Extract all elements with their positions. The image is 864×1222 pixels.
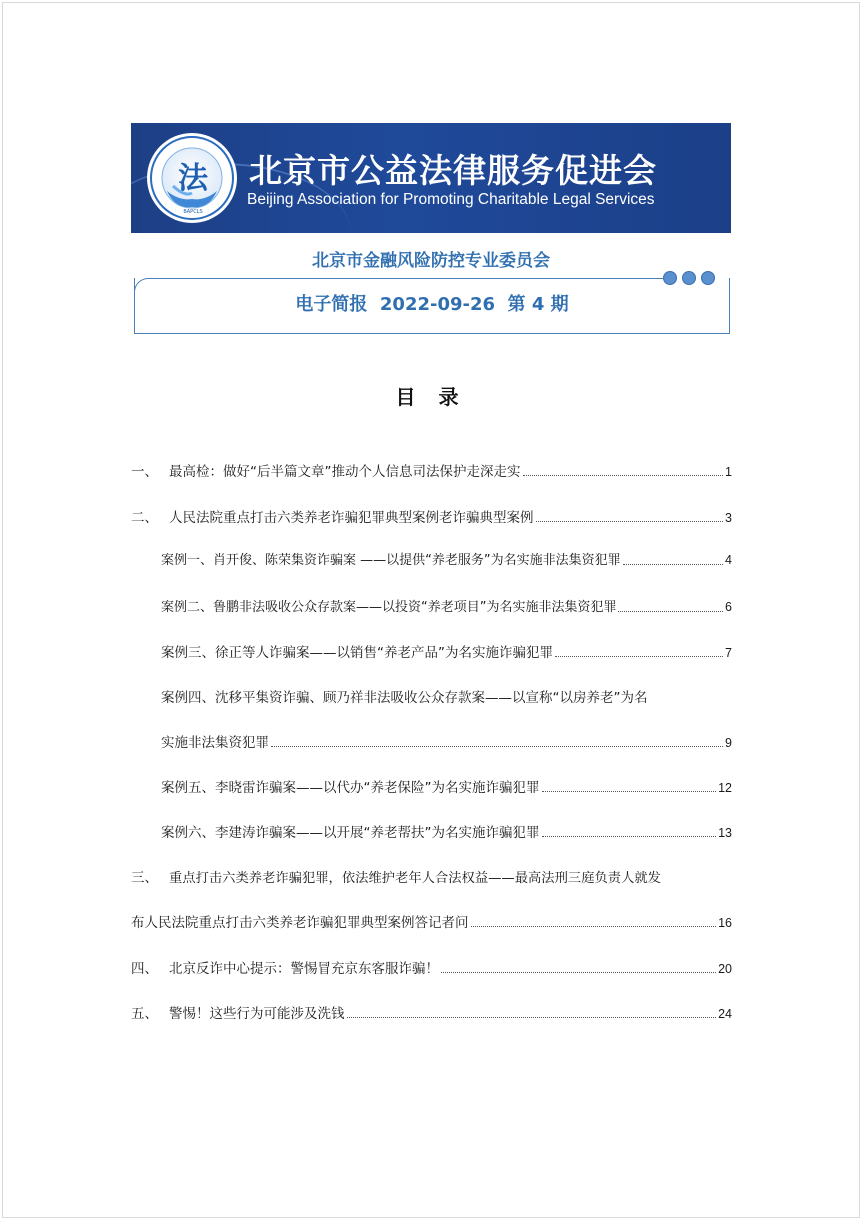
association-name-en: Beijing Association for Promoting Charitable Legal Services — [247, 191, 655, 208]
toc-entry-page: 7 — [725, 646, 732, 660]
toc-entry-text: 案例五、李晓雷诈骗案——以代办“养老保险”为名实施诈骗犯罪 — [161, 780, 540, 796]
toc-entry-text: 最高检：做好“后半篇文章”推动个人信息司法保护走深走实 — [169, 464, 521, 480]
toc-leader — [536, 510, 724, 522]
toc-leader — [471, 915, 717, 927]
logo-small-text: BAPCLS — [183, 209, 203, 215]
toc-leader — [542, 780, 717, 792]
toc-entry-page: 6 — [725, 600, 732, 614]
toc-entry-text: 案例一、肖开俊、陈荣集资诈骗案 ——以提供“养老服务”为名实施非法集资犯罪 — [161, 553, 621, 568]
toc-subentry[interactable] — [161, 641, 732, 661]
toc-entry[interactable] — [131, 957, 732, 977]
toc-subentry[interactable] — [161, 731, 732, 751]
toc-entry-text: 重点打击六类养老诈骗犯罪，依法维护老年人合法权益——最高法刑三庭负责人就发 — [169, 871, 661, 886]
toc-entry-page: 16 — [718, 916, 732, 930]
toc-entry-page: 1 — [725, 465, 732, 479]
toc-entry-text-cont: 实施非法集资犯罪 — [161, 735, 269, 751]
toc-subentry[interactable] — [161, 776, 732, 796]
toc-entry-page: 3 — [725, 511, 732, 525]
toc-entry-page: 9 — [725, 736, 732, 750]
toc-entry-text-cont: 布人民法院重点打击六类养老诈骗犯罪典型案例答记者问 — [131, 915, 469, 931]
toc-entry-number: 三、 — [131, 870, 158, 886]
toc-title: 目 录 — [395, 385, 467, 409]
toc-entry-page: 4 — [725, 553, 732, 567]
toc-leader — [523, 464, 724, 476]
toc-entry-number: 二、 — [131, 510, 158, 526]
toc-entry-text: 案例六、李建涛诈骗案——以开展“养老帮扶”为名实施诈骗犯罪 — [161, 825, 540, 841]
toc-subentry-line1[interactable]: 案例四、沈移平集资诈骗、顾乃祥非法吸收公众存款案——以宣称“以房养老”为名 — [161, 690, 648, 706]
toc-entry-text: 警惕！这些行为可能涉及洗钱 — [169, 1006, 345, 1022]
header-banner — [131, 123, 731, 233]
toc-entry-text: 北京反诈中心提示：警惕冒充京东客服诈骗！ — [169, 961, 439, 977]
toc-leader — [347, 1006, 717, 1018]
toc-entry-line1[interactable] — [131, 866, 732, 886]
toc-entry-number: 五、 — [131, 1006, 158, 1022]
toc-leader — [441, 961, 716, 973]
toc-leader — [542, 825, 717, 837]
association-name-cn: 北京市公益法律服务促进会 — [249, 151, 657, 190]
toc-entry-page: 13 — [718, 826, 732, 840]
toc-entry-page: 20 — [718, 962, 732, 976]
toc-entry-number: 一、 — [131, 464, 158, 480]
toc-subentry[interactable] — [161, 821, 732, 841]
dot-icon — [682, 271, 696, 285]
dot-icon — [701, 271, 715, 285]
dot-icon — [663, 271, 677, 285]
toc-entry[interactable] — [131, 1002, 732, 1022]
toc-subentry[interactable] — [161, 596, 732, 616]
toc-entry-text: 案例二、鲁鹏非法吸收公众存款案——以投资“养老项目”为名实施非法集资犯罪 — [161, 600, 617, 615]
toc-leader — [271, 735, 723, 747]
toc-entry[interactable] — [131, 460, 732, 480]
toc-entry[interactable] — [131, 506, 732, 526]
toc-entry-page: 24 — [718, 1007, 732, 1021]
toc-entry-text: 人民法院重点打击六类养老诈骗犯罪典型案例老诈骗典型案例 — [169, 510, 534, 526]
toc-leader — [618, 600, 723, 612]
logo-character: 法 — [178, 161, 208, 196]
toc-entry-number: 四、 — [131, 961, 158, 977]
toc-entry[interactable] — [131, 911, 732, 931]
toc-leader — [555, 645, 723, 657]
committee-name: 北京市金融风险防控专业委员会 — [312, 251, 550, 271]
toc-leader — [623, 553, 723, 565]
toc-subentry[interactable] — [161, 549, 732, 569]
toc-entry-text: 案例三、徐正等人诈骗案——以销售“养老产品”为名实施诈骗犯罪 — [161, 645, 553, 661]
issue-info: 电子简报 2022-09-26 第 4 期 — [295, 294, 569, 315]
toc-entry-page: 12 — [718, 781, 732, 795]
